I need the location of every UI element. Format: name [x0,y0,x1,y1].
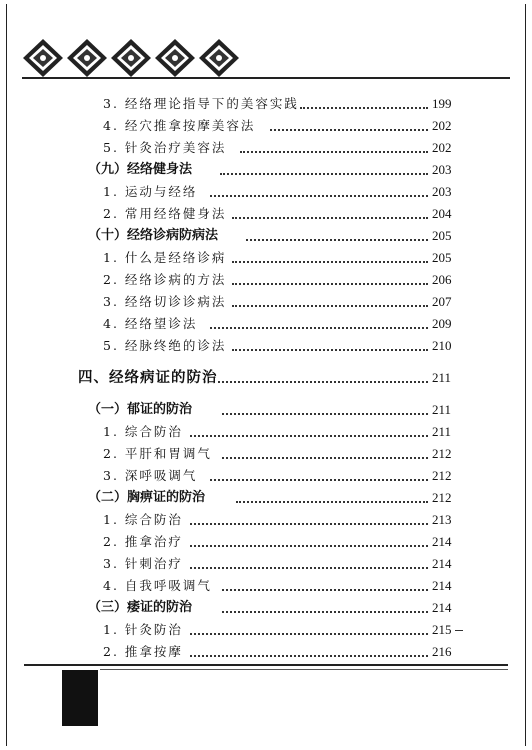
toc-entry-title: 3. 针刺治疗 [103,556,183,571]
dot-leader [190,544,428,547]
toc-entry-title: 1. 综合防治 [103,512,183,527]
dot-leader [210,478,428,481]
toc-entry-page: 214 [432,556,452,571]
toc-entry[interactable] [0,619,532,641]
toc-entry-page: 214 [432,600,452,615]
toc-entry-title: 4. 经络望诊法 [103,316,198,331]
dot-leader [232,304,428,307]
dot-leader [222,412,428,415]
dot-leader [222,610,428,613]
toc-entry-page: 212 [432,490,452,505]
margin-tick [455,630,463,631]
toc-entry[interactable] [0,399,532,421]
toc-entry-page: 202 [432,140,452,155]
toc-entry[interactable] [0,465,532,487]
dot-leader [232,348,428,351]
toc-entry-page: 212 [432,446,452,461]
toc-entry[interactable] [0,291,532,313]
footer-rule-thin [100,669,508,670]
toc-entry-title: 2. 平肝和胃调气 [103,446,212,461]
toc-entry-page: 203 [432,184,452,199]
toc-entry-page: 203 [432,162,452,177]
toc-entry[interactable] [0,137,532,159]
toc-entry-page: 204 [432,206,452,221]
toc-entry[interactable] [0,531,532,553]
toc-entry[interactable] [0,443,532,465]
toc-section-title: 四、经络病证的防治 [78,369,218,386]
ornament-diamond-icon [198,38,240,78]
toc-entry-page: 205 [432,250,452,265]
toc-entry-title: 1. 什么是经络诊病 [103,250,227,265]
ornament-diamond-icon [154,38,196,78]
toc-entry[interactable] [0,597,532,619]
toc-entry-title: 1. 运动与经络 [103,184,198,199]
dot-leader [232,282,428,285]
toc-entry[interactable] [0,247,532,269]
toc-entry-page: 202 [432,118,452,133]
dot-leader [300,106,428,109]
dot-leader [190,522,428,525]
toc-entry[interactable] [0,335,532,357]
toc-entry-title: 4. 自我呼吸调气 [103,578,212,593]
toc-entry[interactable] [0,553,532,575]
toc-entry-title: 2. 经络诊病的方法 [103,272,227,287]
toc-entry-title: （十）经络诊病防病法 [88,228,219,243]
toc-entry-page: 199 [432,96,452,111]
toc-entry[interactable] [0,421,532,443]
toc-entry-page: 210 [432,338,452,353]
toc-entry-title: 5. 经脉终绝的诊法 [103,338,227,353]
toc-entry[interactable] [0,93,532,115]
toc-entry-page: 207 [432,294,452,309]
toc-entry[interactable] [0,181,532,203]
dot-leader [190,434,428,437]
toc-entry-page: 216 [432,644,452,659]
toc-entry-page: 211 [432,370,452,385]
footer-black-tab [62,670,98,726]
dot-leader [232,260,428,263]
dot-leader [240,150,428,153]
toc-entry-title: 2. 推拿治疗 [103,534,183,549]
toc-entry[interactable] [0,487,532,509]
toc-entry-page: 205 [432,228,452,243]
toc-entry-page: 211 [432,402,452,417]
ornament-diamond-icon [110,38,152,78]
toc-entry-title: 1. 针灸防治 [103,622,183,637]
dot-leader [220,172,428,175]
header-rule [22,77,510,79]
toc-entry-page: 215 [432,622,452,637]
dot-leader [246,238,428,241]
dot-leader [210,326,428,329]
toc-entry[interactable] [0,115,532,137]
toc-entry[interactable] [0,225,532,247]
toc-entry-title: （二）胸痹证的防治 [88,490,206,505]
toc-entry-page: 209 [432,316,452,331]
toc-entry[interactable] [0,313,532,335]
toc-entry-page: 211 [432,424,452,439]
toc-entry[interactable] [0,641,532,663]
toc-entry-title: （三）痿证的防治 [88,600,193,615]
toc-entry-title: （九）经络健身法 [88,162,193,177]
header-ornament-band [22,38,252,78]
footer-rule [24,664,508,666]
toc-entry-page: 206 [432,272,452,287]
toc-entry-title: （一）郁证的防治 [88,402,193,417]
dot-leader [190,654,428,657]
toc-entry-title: 1. 综合防治 [103,424,183,439]
toc-section-heading[interactable] [0,367,532,389]
toc-entry-title: 3. 经络理论指导下的美容实践 [103,96,299,111]
toc-entry-title: 2. 常用经络健身法 [103,206,227,221]
toc-entry[interactable] [0,203,532,225]
dot-leader [236,500,428,503]
toc-entry-page: 214 [432,534,452,549]
toc-entry-page: 212 [432,468,452,483]
dot-leader [190,566,428,569]
dot-leader [232,216,428,219]
dot-leader [218,380,428,383]
toc-entry-title: 3. 深呼吸调气 [103,468,198,483]
toc-entry-page: 214 [432,578,452,593]
toc-entry[interactable] [0,269,532,291]
toc-entry-title: 2. 推拿按摩 [103,644,183,659]
toc-entry[interactable] [0,509,532,531]
ornament-diamond-icon [66,38,108,78]
dot-leader [210,194,428,197]
dot-leader [190,632,428,635]
toc-entry-page: 213 [432,512,452,527]
toc-entry-title: 5. 针灸治疗美容法 [103,140,227,155]
toc-entry[interactable] [0,159,532,181]
toc-entry-title: 4. 经穴推拿按摩美容法 [103,118,256,133]
ornament-diamond-icon [22,38,64,78]
dot-leader [270,128,428,131]
toc-entry-title: 3. 经络切诊诊病法 [103,294,227,309]
dot-leader [222,456,428,459]
toc-entry[interactable] [0,575,532,597]
dot-leader [222,588,428,591]
